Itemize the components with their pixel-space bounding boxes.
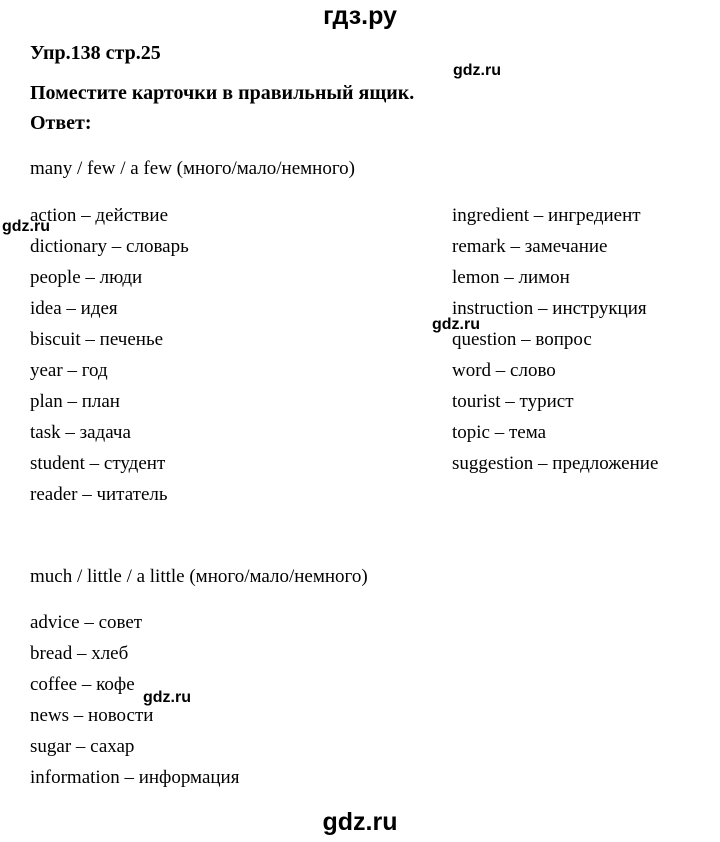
list-item: reader – читатель bbox=[30, 484, 168, 505]
uncountable-heading: much / little / a little (много/мало/немного) bbox=[30, 566, 368, 587]
site-title: гдз.ру bbox=[323, 2, 397, 30]
watermark: gdz.ru bbox=[432, 316, 480, 333]
list-item: information – информация bbox=[30, 767, 240, 788]
list-item: ingredient – ингредиент bbox=[452, 205, 641, 226]
countable-heading: many / few / a few (много/мало/немного) bbox=[30, 158, 355, 179]
list-item: sugar – сахар bbox=[30, 736, 135, 757]
list-item: lemon – лимон bbox=[452, 267, 570, 288]
exercise-number: Упр.138 стр.25 bbox=[30, 42, 161, 64]
list-item: remark – замечание bbox=[452, 236, 608, 257]
watermark: gdz.ru bbox=[453, 62, 501, 79]
list-item: year – год bbox=[30, 360, 108, 381]
list-item: task – задача bbox=[30, 422, 131, 443]
list-item: biscuit – печенье bbox=[30, 329, 164, 350]
task-text: Поместите карточки в правильный ящик. bbox=[30, 82, 415, 104]
list-item: plan – план bbox=[30, 391, 120, 412]
list-item: advice – совет bbox=[30, 612, 143, 633]
list-item: student – студент bbox=[30, 453, 166, 474]
list-item: idea – идея bbox=[30, 298, 118, 319]
list-item: topic – тема bbox=[452, 422, 547, 443]
list-item: dictionary – словарь bbox=[30, 236, 189, 257]
list-item: news – новости bbox=[30, 705, 154, 726]
list-item: coffee – кофе bbox=[30, 674, 135, 695]
list-item: people – люди bbox=[30, 267, 143, 288]
watermark: gdz.ru bbox=[143, 689, 191, 706]
answer-label: Ответ: bbox=[30, 112, 92, 134]
list-item: word – слово bbox=[452, 360, 556, 381]
watermark: gdz.ru bbox=[2, 218, 50, 235]
list-item: question – вопрос bbox=[452, 329, 592, 350]
footer-site: gdz.ru bbox=[322, 808, 398, 836]
list-item: action – действие bbox=[30, 205, 169, 226]
list-item: bread – хлеб bbox=[30, 643, 129, 664]
list-item: suggestion – предложение bbox=[452, 453, 659, 474]
list-item: instruction – инструкция bbox=[452, 298, 647, 319]
list-item: tourist – турист bbox=[452, 391, 574, 412]
